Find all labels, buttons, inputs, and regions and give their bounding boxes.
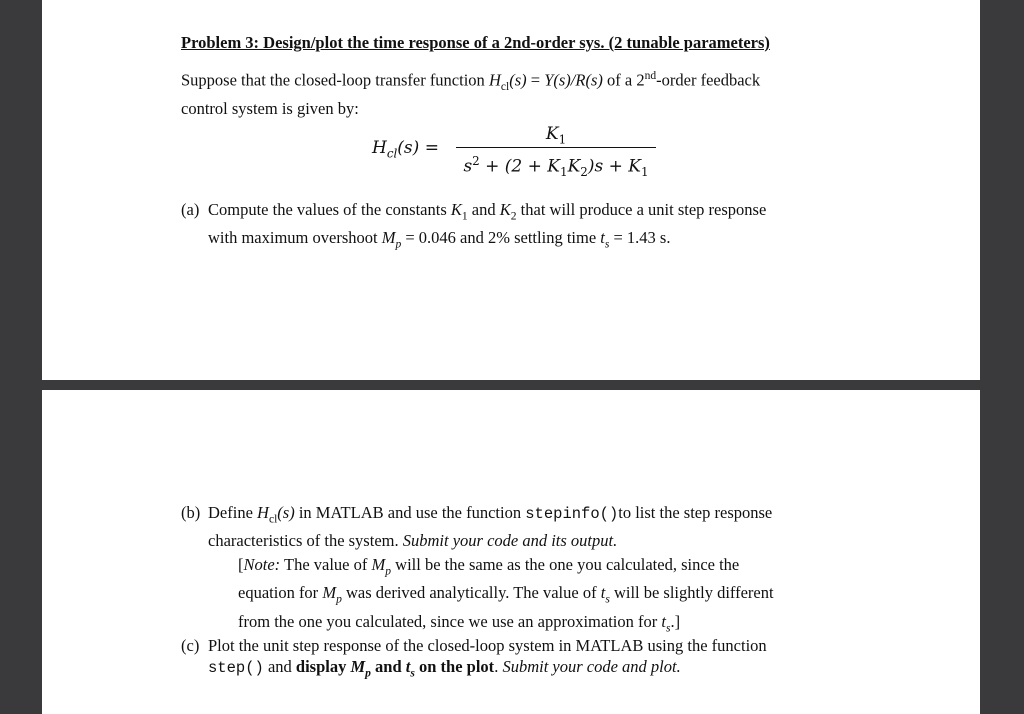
part-b-note: [Note: The value of $M_p$ will be the same as the one you calculated, since the equation for $M_p$ was derived analytically. The value of $t_s$ will be slightly different from the one you calculated, since we use an approximation for $t_s$.]	[238, 555, 774, 634]
part-b-text: Define $H_{cl}(s)$ in MATLAB and use the function stepinfo()to list the step response characteristics of the system. Submit your code and its output.	[208, 503, 773, 551]
intro-paragraph: Suppose that the closed-loop transfer function $H_{cl}(s) = Y(s)/R(s)$ of a 2nd-order feedback control system is given by:	[181, 70, 761, 118]
equation-fraction	[456, 122, 656, 180]
part-a-label: (a)	[181, 200, 200, 219]
document-page-2	[42, 390, 980, 714]
step-code: step()	[208, 659, 264, 677]
part-c-text: Plot the unit step response of the closed-loop system in MATLAB using the function step() and display $M_p$ and $t_s$ on the plot. Submit your code and plot.	[208, 636, 767, 680]
equation-numerator: $K_1$	[545, 124, 567, 147]
problem-title: Problem 3: Design/plot the time response of a 2nd-order sys. (2 tunable parameters)	[181, 33, 770, 52]
part-b-label: (b)	[181, 503, 201, 522]
fraction-bar	[456, 147, 656, 148]
transfer-function-equation	[372, 122, 672, 180]
equation-lhs: $H_{cl}(s)$ =	[372, 138, 439, 161]
part-a-text: Compute the values of the constants $K_1$ and $K_2$ that will produce a unit step response with maximum overshoot $M_p = 0.046$ and 2% settling time $t_s = 1.43$ s.	[208, 200, 767, 251]
stepinfo-code: stepinfo()	[525, 505, 619, 523]
equation-denominator: $s^2 + (2 + K_1K_2)s + K_1$	[463, 154, 649, 180]
document-page-1	[42, 0, 980, 380]
part-c-label: (c)	[181, 636, 200, 655]
